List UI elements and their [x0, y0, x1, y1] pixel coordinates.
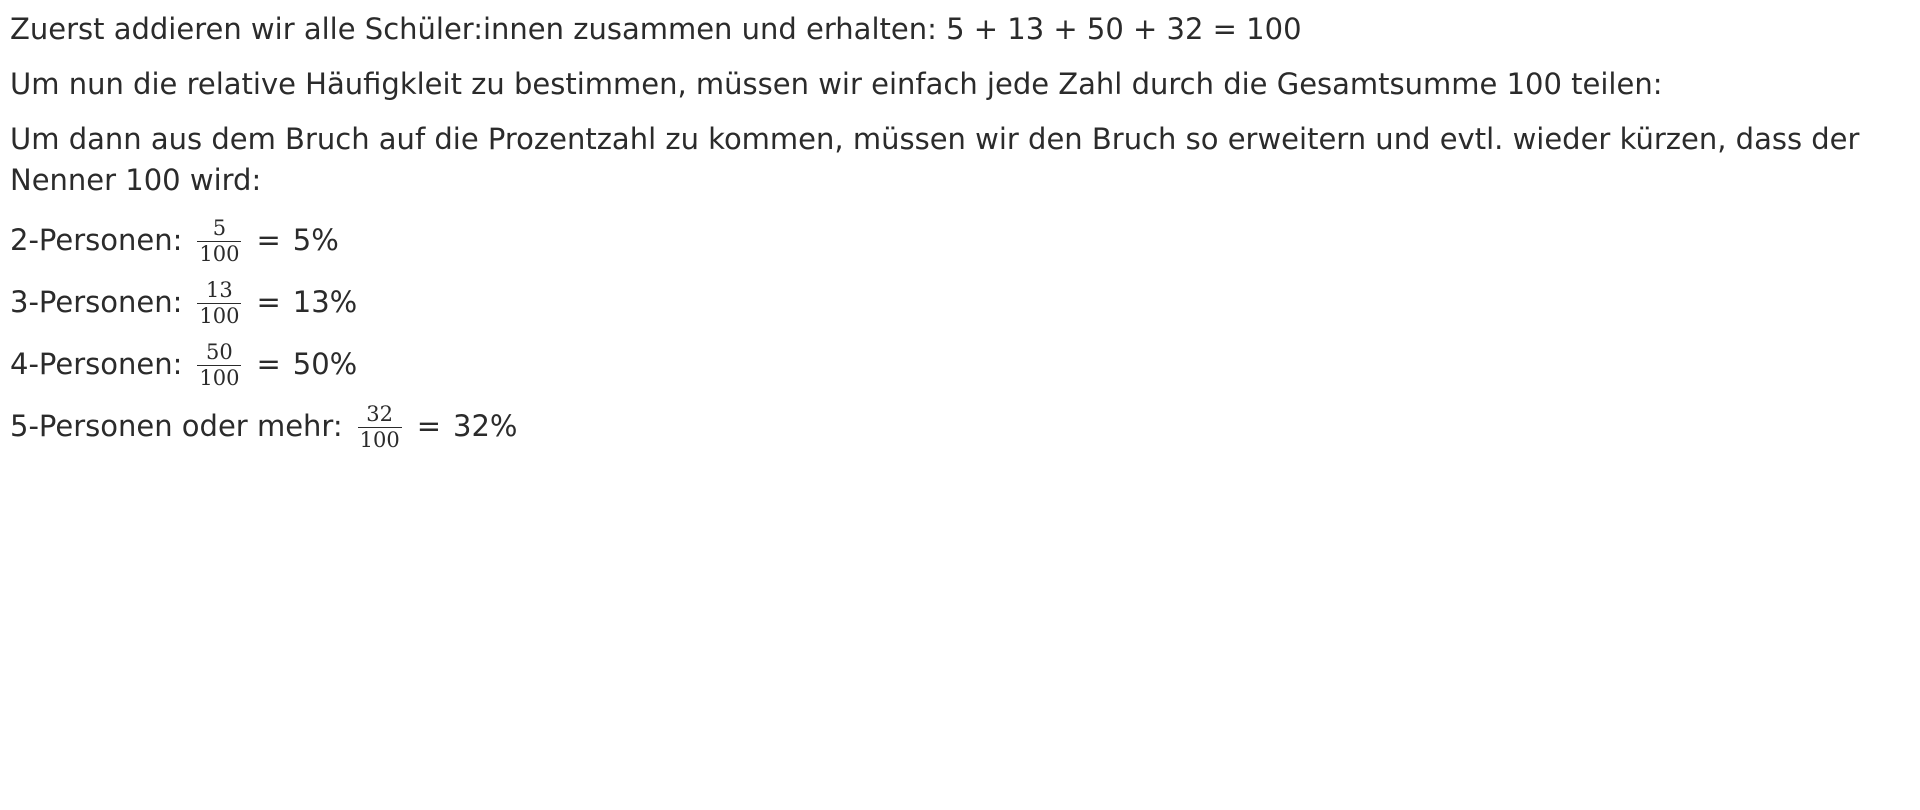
fraction	[196, 217, 242, 266]
result-label: 3-Personen:	[10, 284, 183, 319]
fraction-numerator: 50	[197, 341, 241, 366]
fraction-denominator: 100	[199, 241, 240, 266]
fraction-numerator: 5	[197, 217, 241, 242]
sum-paragraph: Zuerst addieren wir alle Schüler:innen zusammen und erhalten: 5 + 13 + 50 + 32 = 100	[10, 12, 1302, 46]
result-row-4-persons	[10, 339, 1910, 389]
fraction	[196, 279, 242, 328]
solution-text	[10, 9, 1910, 463]
result-percent: 32%	[453, 408, 518, 443]
equals-sign: =	[256, 284, 281, 319]
fraction	[196, 341, 242, 390]
fraction-denominator: 100	[359, 427, 400, 452]
fraction-numerator: 32	[358, 403, 402, 428]
result-percent: 13%	[292, 284, 358, 319]
percentage-paragraph: Um dann aus dem Bruch auf die Prozentzahl zu kommen, müssen wir den Bruch so erweitern und evtl. wieder kürzen, dass der Nenner 100 wird:	[10, 122, 1860, 197]
result-row-5-or-more-persons	[10, 401, 1910, 451]
fraction-denominator: 100	[199, 303, 240, 328]
fraction-numerator: 13	[197, 279, 241, 304]
result-percent: 50%	[292, 346, 358, 381]
fraction-denominator: 100	[199, 365, 240, 390]
equals-sign: =	[256, 222, 281, 257]
equals-sign: =	[416, 408, 441, 443]
fraction	[357, 403, 403, 452]
result-row-3-persons	[10, 277, 1910, 327]
result-label: 4-Personen:	[10, 346, 183, 381]
relative-frequency-paragraph: Um nun die relative Häufigkleit zu bestimmen, müssen wir einfach jede Zahl durch die Gesamtsumme 100 teilen:	[10, 67, 1663, 101]
result-label: 2-Personen:	[10, 222, 183, 257]
equals-sign: =	[256, 346, 281, 381]
result-row-2-persons	[10, 215, 1910, 265]
result-percent: 5%	[292, 222, 339, 257]
result-label: 5-Personen oder mehr:	[10, 408, 343, 443]
